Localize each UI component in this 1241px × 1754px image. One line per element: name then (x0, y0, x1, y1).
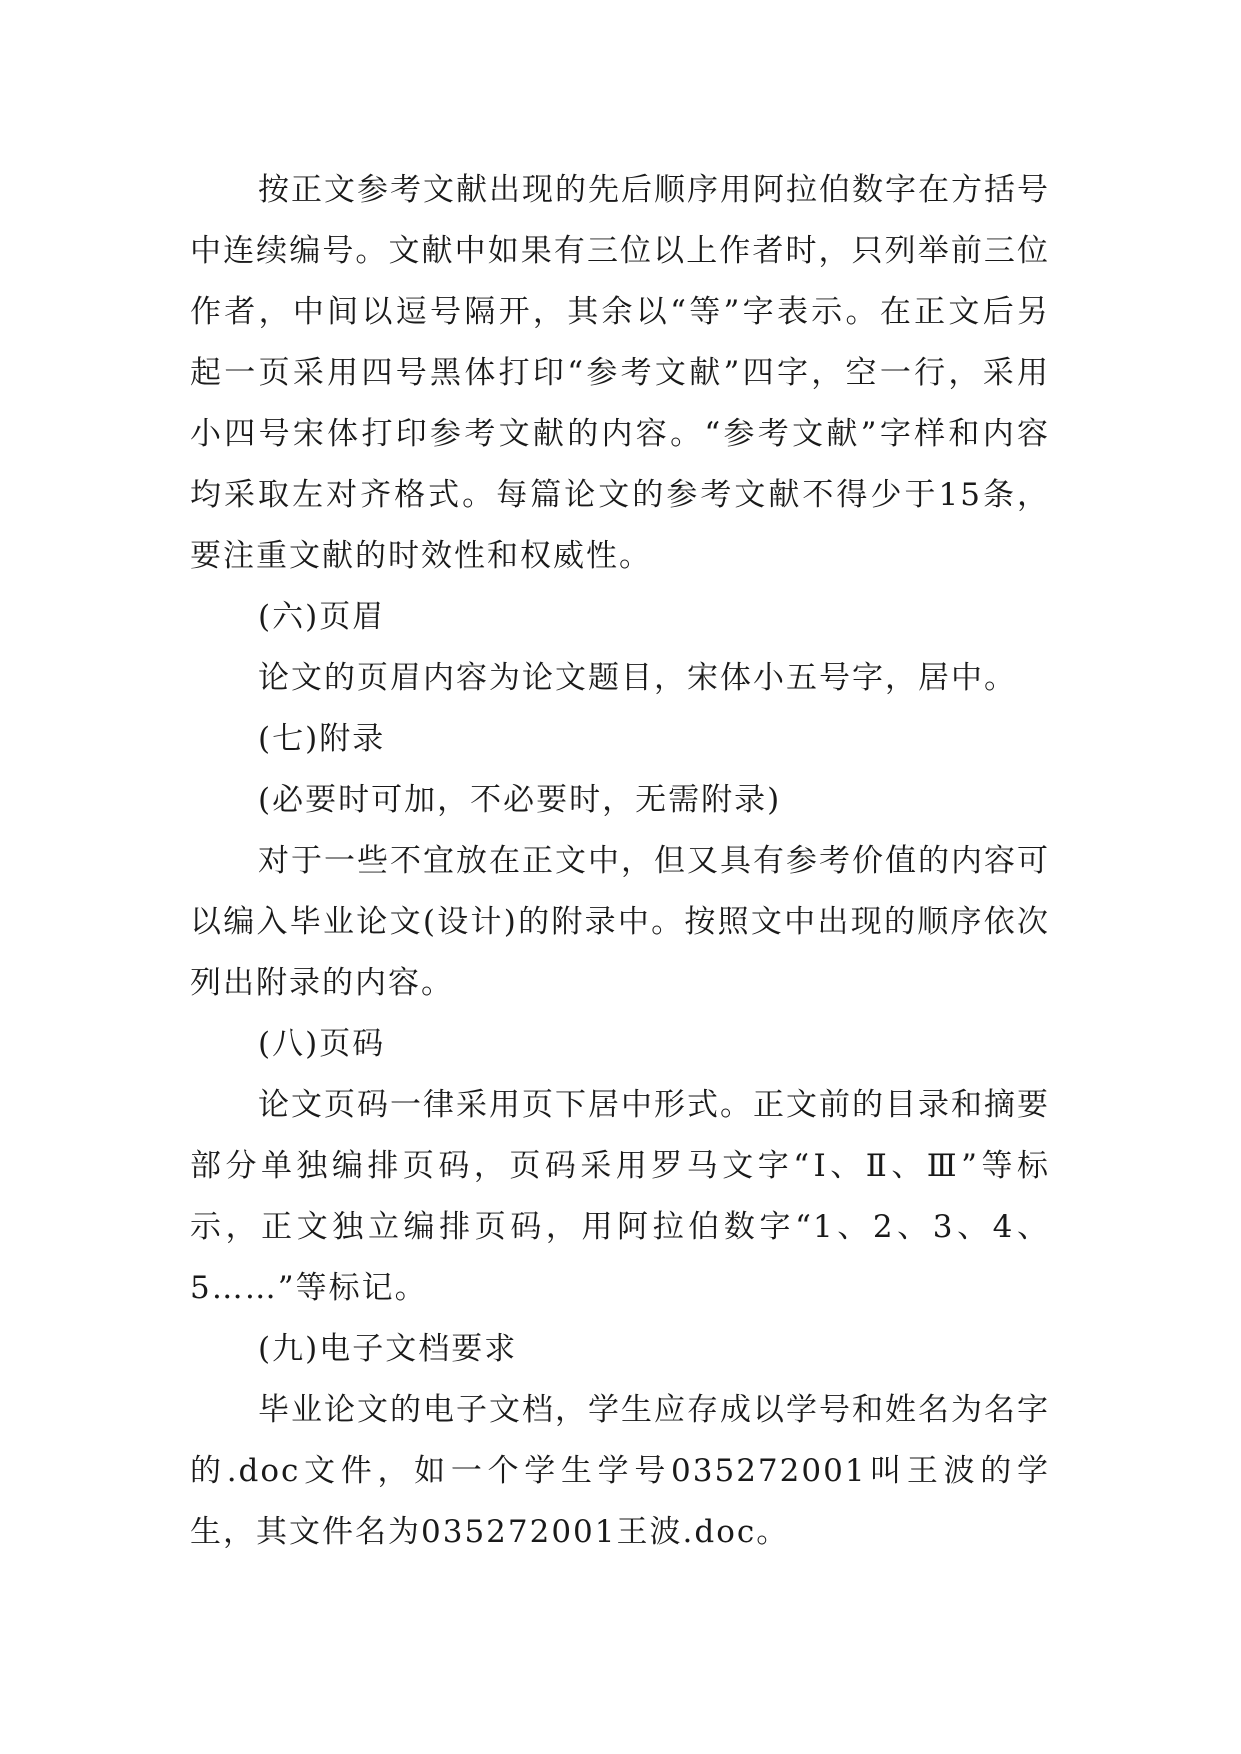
paragraph-electronic-document-rules: 毕业论文的电子文档，学生应存成以学号和姓名为名字的.doc文件，如一个学生学号035272001叫王波的学生，其文件名为035272001王波.doc。 (190, 1392, 1050, 1550)
heading-appendix: (七)附录 (258, 721, 386, 757)
paragraph-page-number-rules: 论文页码一律采用页下居中形式。正文前的目录和摘要部分单独编排页码，页码采用罗马文字“Ⅰ、Ⅱ、Ⅲ”等标示，正文独立编排页码，用阿拉伯数字“1、2、3、4、5……”等标记。 (190, 1087, 1050, 1306)
heading-page-numbers: (八)页码 (258, 1026, 386, 1062)
heading-electronic-document: (九)电子文档要求 (258, 1331, 518, 1367)
paragraph-page-header-rules: 论文的页眉内容为论文题目，宋体小五号字，居中。 (258, 660, 1017, 696)
paragraph-references-rules: 按正文参考文献出现的先后顺序用阿拉伯数字在方括号中连续编号。文献中如果有三位以上作者时，只列举前三位作者，中间以逗号隔开，其余以“等”字表示。在正文后另起一页采用四号黑体打印“参考文献”四字，空一行，采用小四号宋体打印参考文献的内容。“参考文献”字样和内容均采取左对齐格式。每篇论文的参考文献不得少于15条，要注重文献的时效性和权威性。 (190, 172, 1050, 574)
paragraph-appendix-rules: 对于一些不宜放在正文中，但又具有参考价值的内容可以编入毕业论文(设计)的附录中。按照文中出现的顺序依次列出附录的内容。 (190, 843, 1050, 1001)
document-page (190, 160, 1050, 1563)
paragraph-appendix-note: (必要时可加，不必要时，无需附录) (258, 782, 782, 818)
heading-page-header: (六)页眉 (258, 599, 386, 635)
